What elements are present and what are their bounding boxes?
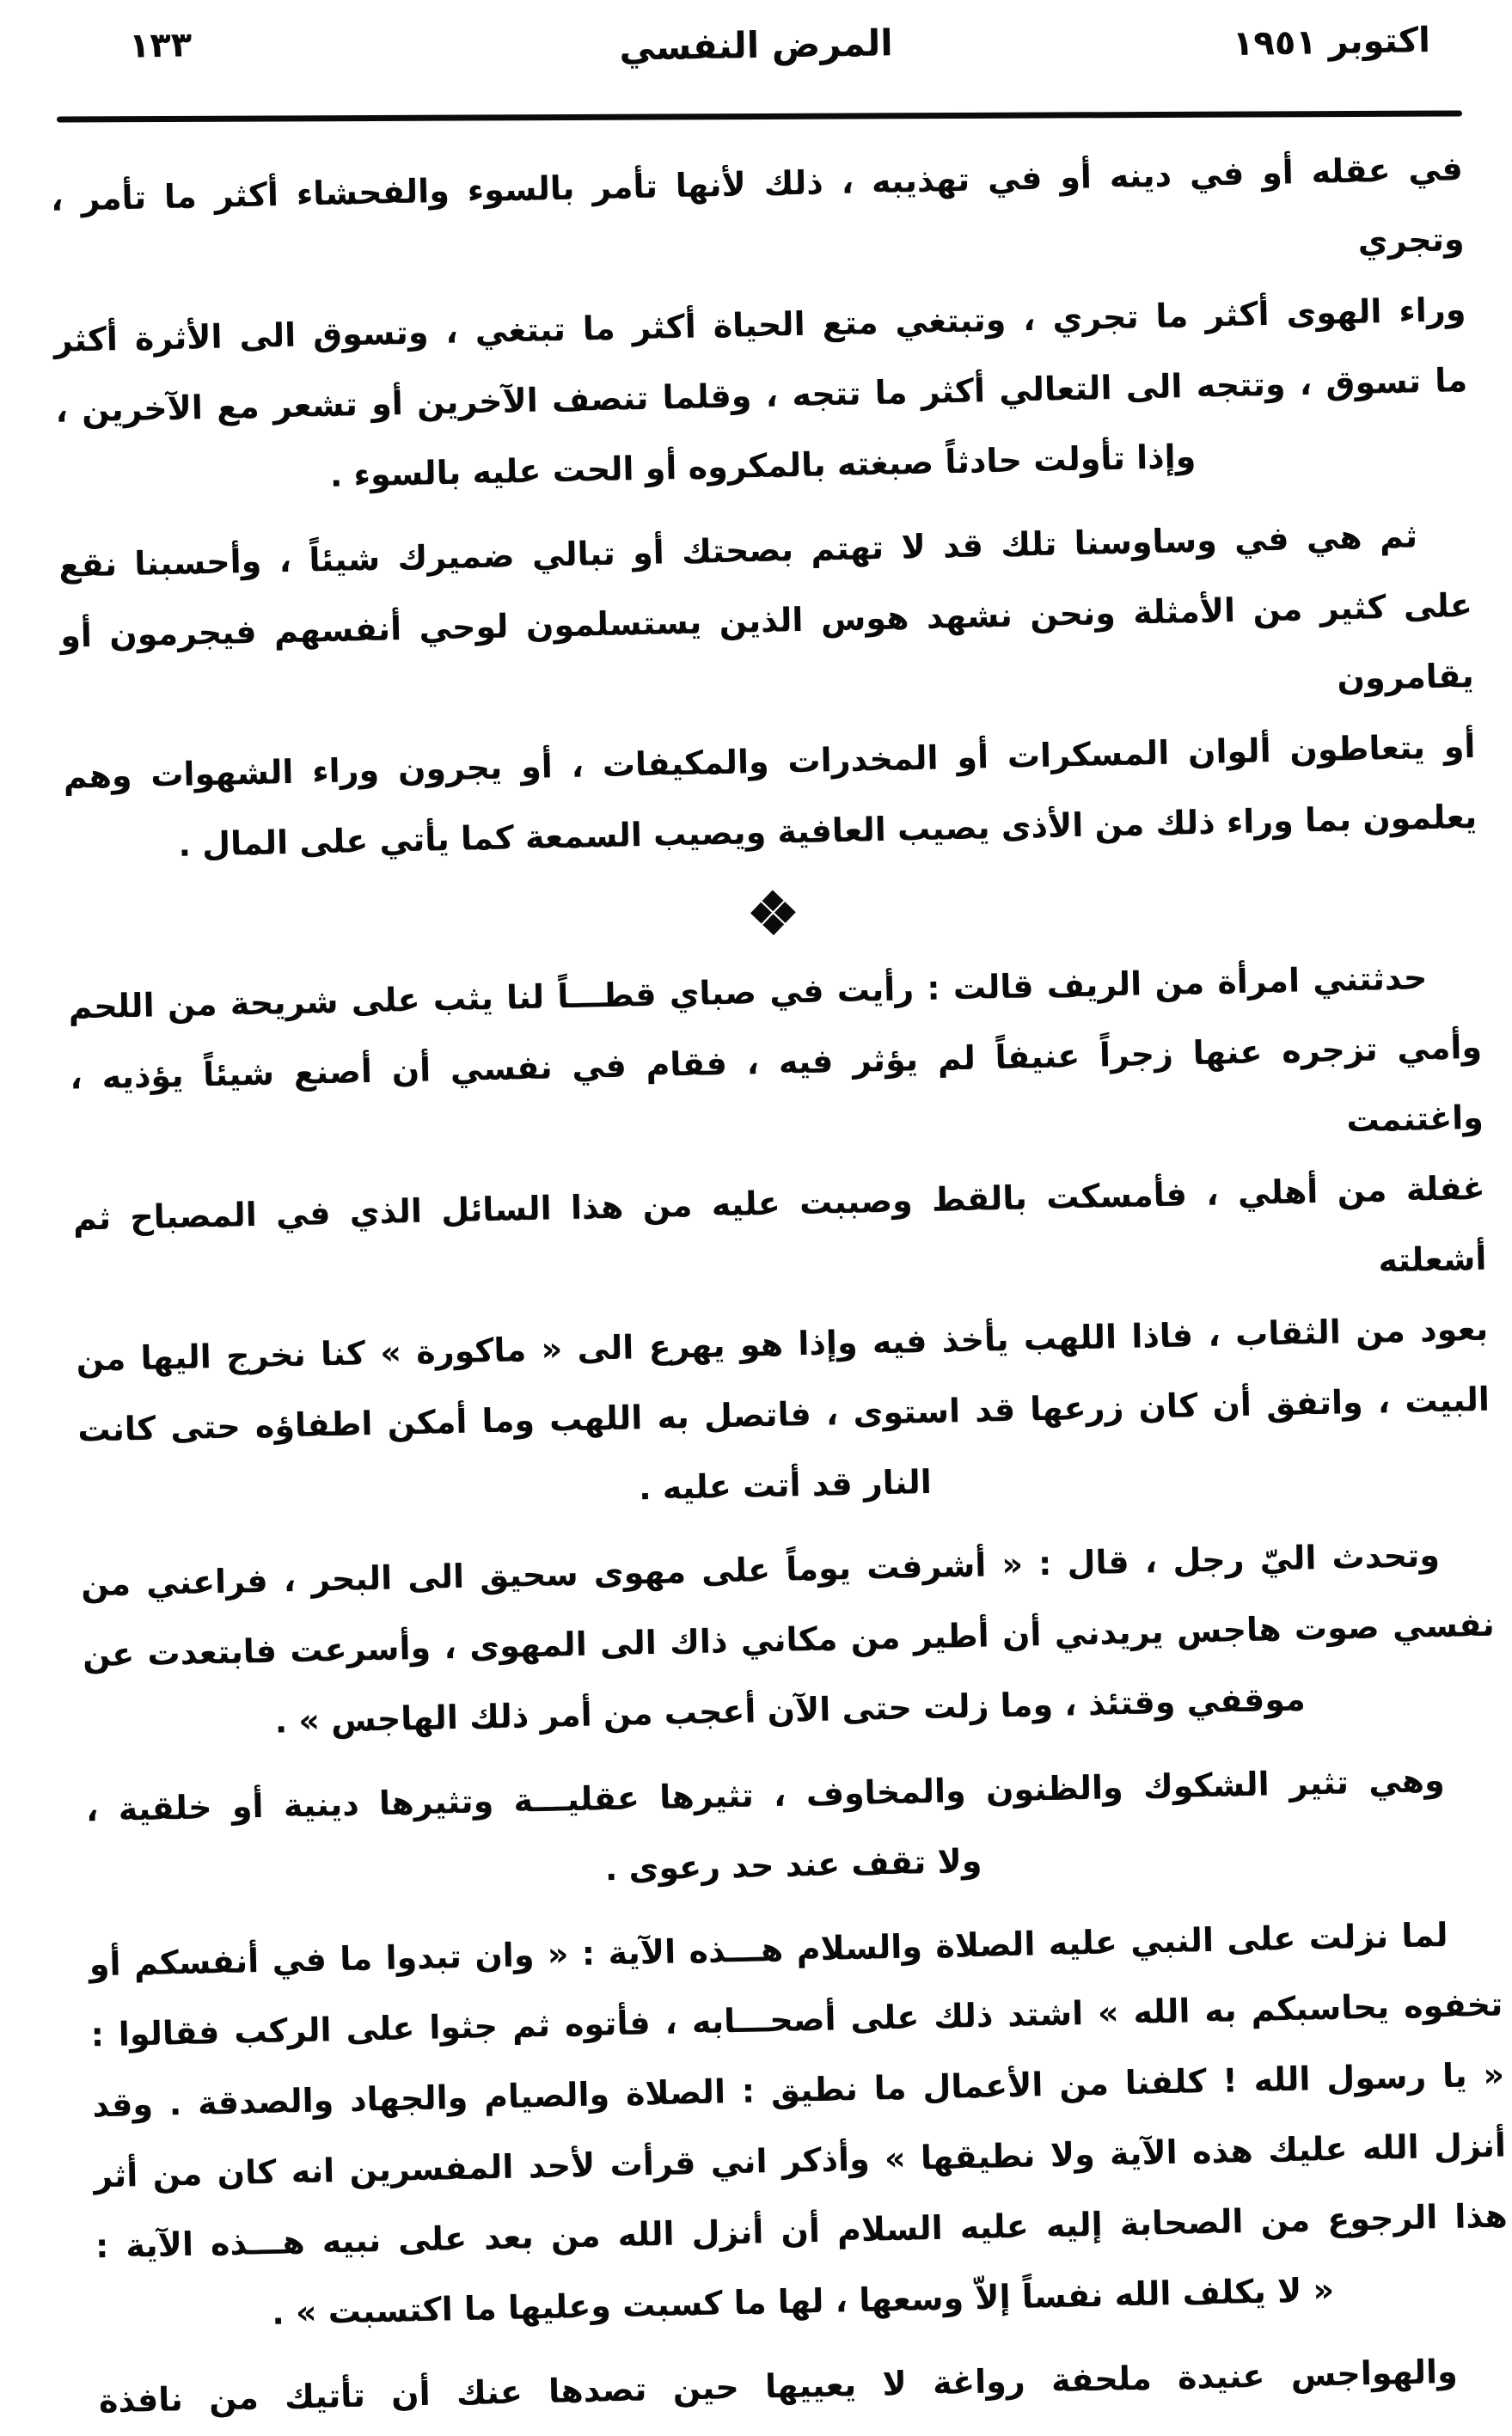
text-line: نفسي صوت هاجس يريدني أن أطير من مكاني ذاك الى المهوى ، وأسرعت فابتعدت عن (82, 1605, 1496, 1674)
diamond-ornament-icon (748, 888, 797, 937)
paragraph-4 (80, 1519, 1497, 1761)
text-line: النار قد أتت عليه . (638, 1462, 933, 1508)
text-line: ولا تقف عند حد رعوى . (604, 1841, 982, 1888)
text-line: غفلة من أهلي ، فأمسكت بالقط وصببت عليه من هذا السائل الذي في المصباح ثم أشعلته (72, 1168, 1487, 1280)
header-divider-rule (57, 110, 1462, 122)
text-line: ما تسوق ، وتتجه الى التعالي أكثر ما تتجه ، وقلما تنصف الآخرين أو تشعر مع الآخرين ، (54, 361, 1468, 430)
article-body (50, 133, 1511, 2436)
paragraph-7 (98, 2335, 1511, 2436)
text-line: وراء الهوى أكثر ما تجري ، وتبتغي متع الحياة أكثر ما تبتغي ، وتسوق الى الأثرة أكثر (53, 291, 1466, 359)
text-line: البيت ، واتفق أن كان زرعها قد استوى ، فاتصل به اللهب وما أمكن اطفاؤه حتى كانت (77, 1380, 1491, 1449)
text-line: أو يتعاطون ألوان المسكرات أو المخدرات والمكيفات ، أو يجرون وراء الشهوات وهم (63, 726, 1476, 796)
paragraph-3 (68, 941, 1492, 1536)
text-line: وإذا تأولت حادثاً صبغته بالمكروه أو الحت عليه بالسوء . (329, 437, 1197, 494)
text-line: وتحدث اليّ رجل ، قال : « أشرفت يوماً على مهوى سحيق الى البحر ، فراعني من (80, 1536, 1441, 1604)
issue-date: اكتوبر ١٩٥١ (1232, 20, 1431, 64)
text-line: وأمي تزجره عنها زجراً عنيفاً لم يؤثر فيه ، فقام في نفسي أن أصنع شيئاً يؤذيه ، واغتنمت (69, 1027, 1484, 1140)
paragraph-6 (89, 1899, 1509, 2353)
text-line: على كثير من الأمثلة ونحن نشهد هوس الذين يستسلمون لوحي أنفسهم فيجرمون أو يقامرون (59, 585, 1475, 698)
text-line: يعلمون بما وراء ذلك من الأذى يصيب العافية ويصيب السمعة كما يأتي على المال . (177, 797, 1478, 864)
page-number: ١٣٣ (128, 25, 193, 66)
text-line: « لا يكلف الله نفساً إلاّ وسعها ، لها ما كسبت وعليها ما اكتسبت » . (271, 2270, 1335, 2332)
text-line: في عقله أو في دينه أو في تهذيبه ، ذلك لأنها تأمر بالسوء والفحشاء أكثر ما تأمر ، وتجري (50, 150, 1465, 260)
text-line: لما نزلت على النبي عليه الصلاة والسلام هـــذه الآية : « وان تبدوا ما في أنفسكم أو (89, 1915, 1449, 1984)
text-line: حدثتني امرأة من الريف قالت : رأيت في صباي قطـــاً لنا يثب على شريحة من اللحم (68, 958, 1428, 1026)
text-line: موقفي وقتئذ ، وما زلت حتى الآن أعجب من أمر ذلك الهاجس » . (274, 1680, 1307, 1741)
text-line: وهي تثير الشكوك والظنون والمخاوف ، تثيرها عقليـــة وتثيرها دينية أو خلقية ، (85, 1760, 1446, 1829)
text-line: « يا رسول الله ! كلفنا من الأعمال ما نطيق : الصلاة والصيام والجهاد والصدقة . وقد (91, 2055, 1505, 2125)
page-header (0, 17, 1512, 74)
paragraph-2 (58, 499, 1478, 883)
scanned-magazine-page (0, 17, 1512, 2421)
article-title: المرض النفسي (618, 21, 894, 69)
text-line: هذا الرجوع من الصحابة إليه عليه السلام أن أنزل الله من بعد على نبيه هـــذه الآية : (95, 2196, 1509, 2266)
text-line: والهواجس عنيدة ملحفة رواغة لا يعييها حين تصدها عنك أن تأتيك من نافذة (98, 2352, 1459, 2421)
paragraph-1 (50, 133, 1470, 517)
paragraph-5 (85, 1744, 1500, 1916)
text-line: ثم هي في وساوسنا تلك قد لا تهتم بصحتك أو تبالي ضميرك شيئاً ، وأحسبنا نقع (58, 517, 1418, 585)
text-line: تخفوه يحاسبكم به الله » اشتد ذلك على أصحـــابه ، فأتوه ثم جثوا على الركب فقالوا : (90, 1985, 1503, 2054)
text-line: أنزل الله عليك هذه الآية ولا نطيقها » وأذكر اني قرأت لأحد المفسرين انه كان من أثر (93, 2126, 1507, 2195)
text-line: بعود من الثقاب ، فاذا اللهب يأخذ فيه وإذا هو يهرع الى « ماكورة » كنا نخرج اليها من (76, 1309, 1489, 1379)
